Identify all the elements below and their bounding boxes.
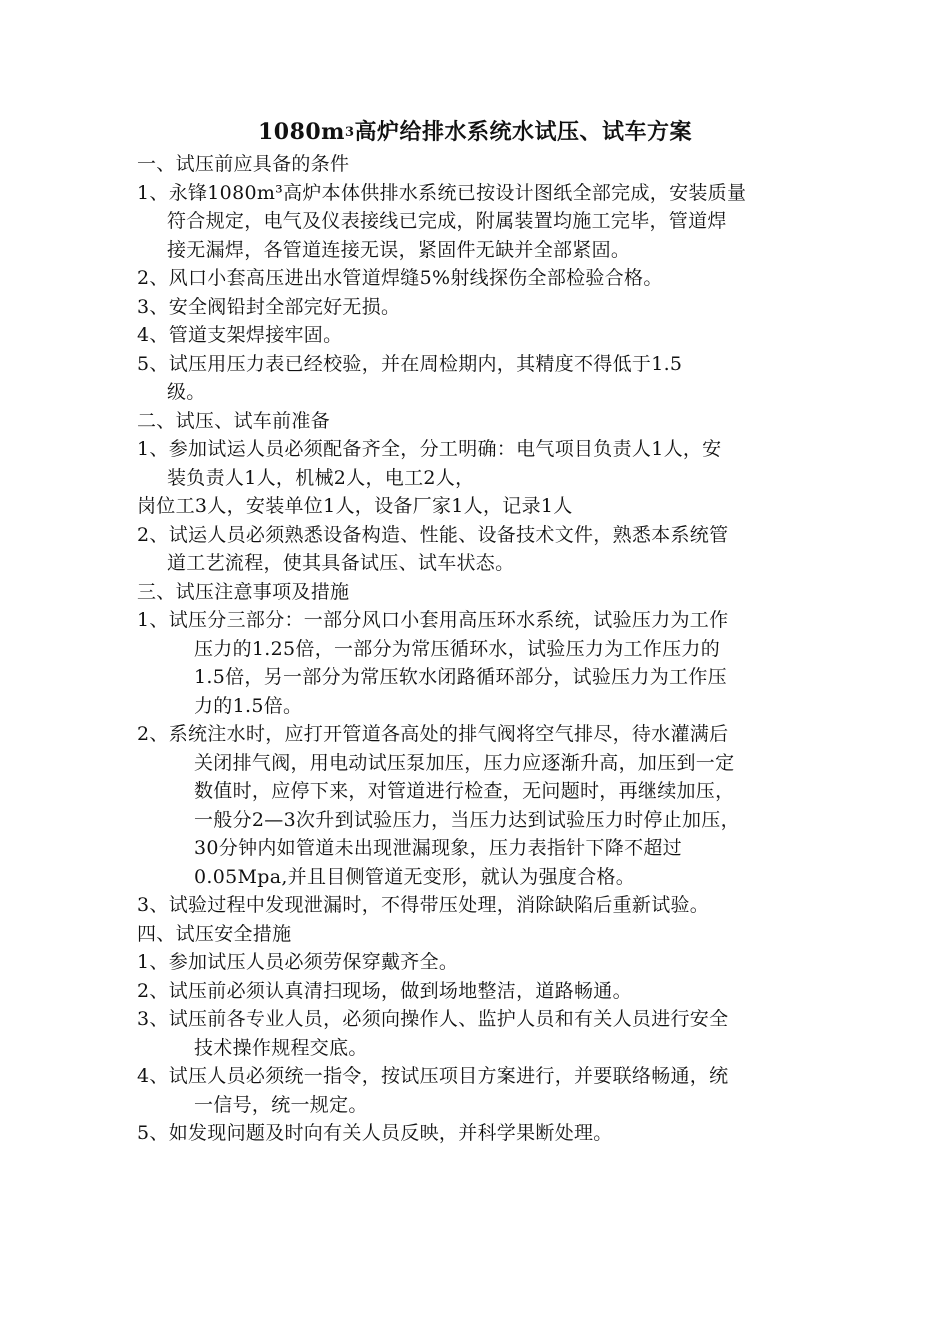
list-item-continuation: 接无漏焊，各管道连接无误，紧固件无缺并全部紧固。 [167,238,631,261]
list-item: 1、参加试压人员必须劳保穿戴齐全。 [137,951,459,973]
list-item-continuation: 关闭排气阀，用电动试压泵加压，压力应逐渐升高，加压到一定 [194,751,735,774]
list-item: 3、安全阀铅封全部完好无损。 [137,295,401,318]
list-item: 5、试压用压力表已经校验，并在周检期内，其精度不得低于1.5 [137,352,683,375]
list-item-continuation: 30分钟内如管道未出现泄漏现象，压力表指针下降不超过 [194,837,682,859]
list-item: 4、管道支架焊接牢固。 [137,324,343,346]
list-item: 4、试压人员必须统一指令，按试压项目方案进行，并要联络畅通，统 [137,1065,729,1087]
title-post: 高炉给排水系统水试压、试车方案 [354,119,693,145]
list-item-continuation: 装负责人1人，机械2人，电工2人， [167,466,475,489]
list-item: 岗位工3人，安装单位1人，设备厂家1人，记录1人 [137,495,573,517]
list-item-continuation: 技术操作规程交底。 [194,1036,368,1059]
list-item: 2、试运人员必须熟悉设备构造、性能、设备技术文件，熟悉本系统管 [137,523,729,546]
list-item-continuation: 一信号，统一规定。 [194,1093,368,1116]
list-item: 2、试压前必须认真清扫现场，做到场地整洁，道路畅通。 [137,979,632,1002]
list-item: 3、试压前各专业人员，必须向操作人、监护人员和有关人员进行安全 [137,1008,729,1030]
list-item-continuation: 数值时，应停下来，对管道进行检查，无问题时，再继续加压， [194,780,735,802]
list-item-continuation: 道工艺流程，使其具备试压、试车状态。 [167,552,515,574]
list-item-continuation: 力的1.5倍。 [194,694,303,717]
list-item: 1、试压分三部分：一部分风口小套用高压环水系统，试验压力为工作 [137,609,729,631]
list-item: 1、永锋1080m³高炉本体供排水系统已按设计图纸全部完成，安装质量 [137,181,747,204]
section-heading: 一、试压前应具备的条件 [137,153,350,175]
list-item: 5、如发现问题及时向有关人员反映，并科学果断处理。 [137,1122,613,1144]
section-heading: 三、试压注意事项及措施 [137,580,350,603]
list-item-continuation: 1.5倍，另一部分为常压软水闭路循环部分，试验压力为工作压 [194,666,727,688]
section-heading: 二、试压、试车前准备 [137,409,331,432]
title-superscript: 3 [344,125,355,140]
list-item: 2、系统注水时，应打开管道各高处的排气阀将空气排尽，待水灌满后 [137,723,729,745]
list-item-continuation: 级。 [167,381,206,403]
document-title [0,115,950,146]
list-item: 1、参加试运人员必须配备齐全，分工明确：电气项目负责人1人，安 [137,438,722,460]
list-item: 2、风口小套高压进出水管道焊缝5%射线探伤全部检验合格。 [137,267,663,289]
list-item-continuation: 符合规定，电气及仪表接线已完成，附属装置均施工完毕，管道焊 [167,210,727,232]
list-item: 3、试验过程中发现泄漏时，不得带压处理，消除缺陷后重新试验。 [137,894,710,916]
title-pre: 1080m [257,119,345,145]
section-heading: 四、试压安全措施 [137,922,292,945]
list-item-continuation: 一般分2—3次升到试验压力，当压力达到试验压力时停止加压， [194,808,740,831]
document-body [137,150,837,1148]
list-item-continuation: 压力的1.25倍，一部分为常压循环水，试验压力为工作压力的 [194,637,721,660]
list-item-continuation: 0.05Mpa,并且目侧管道无变形，就认为强度合格。 [194,865,636,888]
